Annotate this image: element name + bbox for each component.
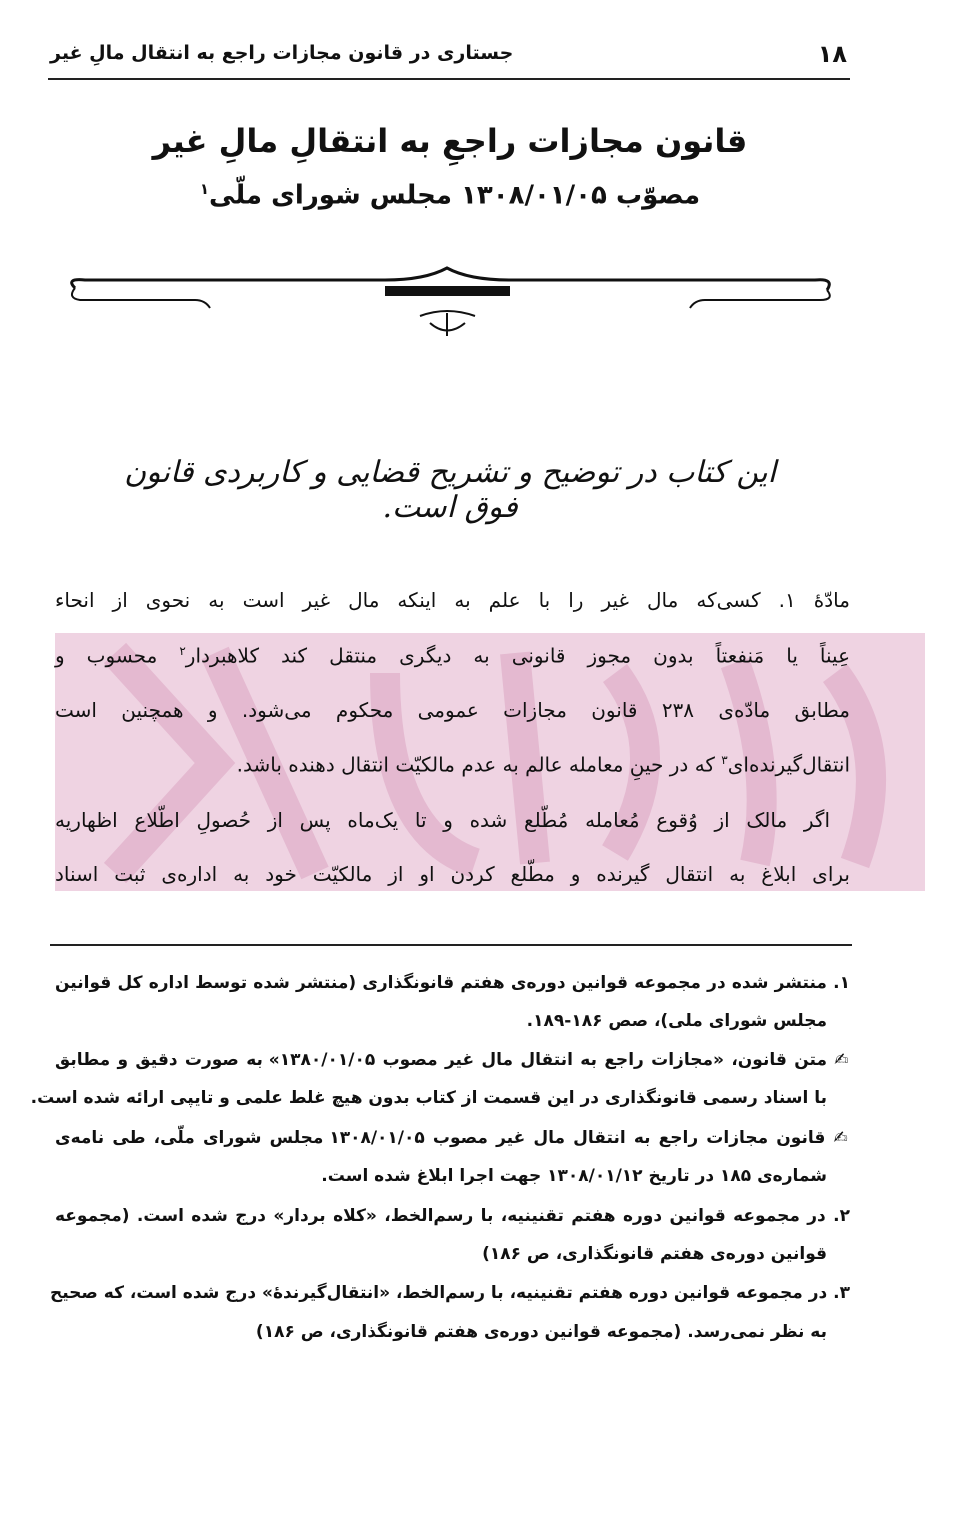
footnote-line: ۲. در مجموعه قوانین دوره هفتم تقنینیه، با رسم‌الخط، «کلاه بردار» درج شده است. (مجموعه	[55, 1206, 850, 1226]
header-rule	[48, 78, 850, 80]
article-1-line: مطابق مادّه‌ی ۲۳۸ قانون مجازات عمومی محکوم می‌شود. و همچنین است	[55, 698, 850, 722]
approval-date: مصوّب ۱۳۰۸/۰۱/۰۵ مجلس شورای ملّی	[209, 180, 701, 211]
footnote-line: ✍ متن قانون، «مجازات راجع به انتقال مال غیر مصوب ۱۳۸۰/۰۱/۰۵» به صورت دقیق و مطابق	[55, 1050, 850, 1070]
article-1-line	[55, 754, 850, 775]
footnote-marker: ۲	[179, 644, 186, 658]
law-subtitle	[60, 180, 840, 211]
running-title: جستاری در قانون مجازات راجع به انتقال مالِ غیر	[50, 42, 514, 64]
law-title: قانون مجازات راجعِ به انتقالِ مالِ غیر	[152, 122, 748, 160]
footnote-line: شماره‌ی ۱۸۵ در تاریخ ۱۳۰۸/۰۱/۱۲ جهت اجرا ابلاغ شده است.	[321, 1166, 827, 1186]
footnote-line: ۳. در مجموعه قوانین دوره هفتم تقنینیه، با رسم‌الخط، «انتقال‌گیرندهٔ» درج شده است، که صحیح	[49, 1283, 850, 1303]
line-text: عِیناً یا مَنفعتاً بدون مجوز قانونی به دیگری منتقل کند کلاهبردار	[185, 643, 851, 668]
footnote-line: مجلس شورای ملی)، صص ۱۸۶-۱۸۹.	[526, 1011, 827, 1031]
footnote-line: ✍ قانون مجازات راجع به انتقال مال غیر مصوب ۱۳۰۸/۰۱/۰۵ مجلس شورای ملّی، طی نامه‌ی	[55, 1128, 850, 1148]
footnote-marker: ۱	[199, 180, 210, 198]
line-text: انتقال‌گیرنده‌ای	[727, 752, 850, 777]
line-text: که در حینِ معامله عالم به عدم مالکیّت انتقال دهنده باشد.	[236, 752, 715, 777]
line-text: محسوب و	[55, 643, 158, 668]
tagline: این کتاب در توضیح و تشریح قضایی و کاربردی قانون فوق است.	[124, 455, 776, 525]
footnote-marker: ۳	[721, 753, 728, 767]
footnote-line: ۱. منتشر شده در مجموعه قوانین دوره‌ی هفتم قانونگذاری (منتشر شده توسط اداره کل قوانین	[55, 973, 850, 993]
ornament-divider-icon	[55, 258, 845, 348]
article-1-line: مادّهٔ ۱. کسی‌که مال غیر را با علم به اینکه مال غیر است به نحوی از انحاء	[55, 588, 850, 612]
footnote-line: قوانین دوره‌ی هفتم قانونگذاری، ص ۱۸۶)	[482, 1244, 827, 1264]
article-1-line	[55, 645, 850, 666]
footnote-line: با اسناد رسمی قانونگذاری در این قسمت از کتاب بدون هیچ غلط علمی و تایپی ارائه شده است.	[30, 1088, 827, 1108]
article-1-line: اگر مالک از وُقوع مُعامله مُطّلع شده و تا یک‌ماه پس از حُصولِ اطّلاع اظهاریه	[55, 808, 830, 832]
page-number: ۱۸	[817, 40, 847, 68]
article-1-line: برای ابلاغ به انتقال گیرنده و مطّلع کردن او از مالکیّت خود به اداره‌ی ثبت اسناد	[55, 862, 850, 886]
footnote-line: به نظر نمی‌رسد. (مجموعه قوانین دوره‌ی هفتم قانونگذاری، ص ۱۸۶)	[255, 1322, 827, 1342]
footnote-rule	[50, 944, 852, 946]
